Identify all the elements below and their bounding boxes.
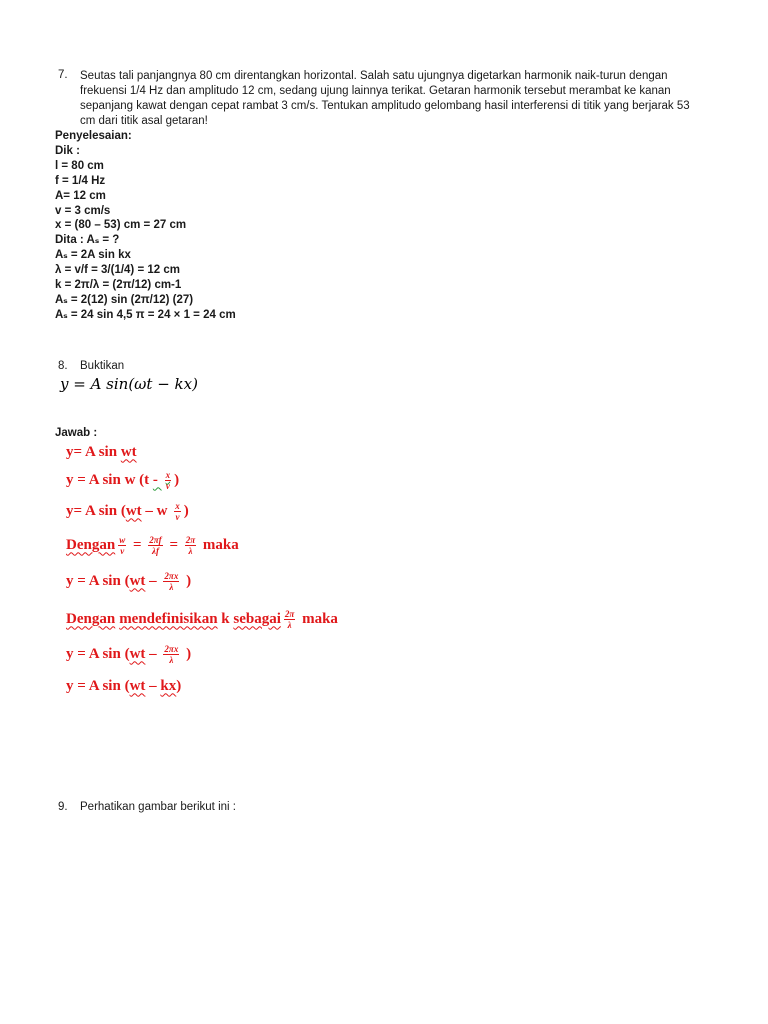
step-text: y = A sin w (t (66, 471, 153, 488)
step-text: maka (199, 536, 239, 553)
question-7-solution (55, 129, 236, 323)
question-8-formula: y = A sin(ωt − kx) (60, 375, 198, 393)
solution-line: Aₛ = 24 sin 4,5 π = 24 × 1 = 24 cm (55, 308, 236, 321)
question-9-text: Perhatikan gambar berikut ini : (80, 801, 236, 813)
proof-step-8 (66, 676, 181, 696)
step-text: k (217, 610, 234, 627)
fraction-denominator: λ (188, 545, 193, 556)
fraction (185, 535, 196, 556)
solution-line: Aₛ = 2A sin kx (55, 249, 131, 262)
step-text: Dengan (66, 536, 116, 553)
step-text: – w (141, 502, 172, 519)
question-9-number: 9. (58, 801, 68, 813)
question-7-line: cm dari titik asal getaran! (80, 115, 208, 127)
proof-step-6 (66, 606, 338, 632)
jawab-label: Jawab : (55, 427, 98, 439)
question-8-number: 8. (58, 360, 68, 372)
step-text: mendefinisikan (119, 610, 218, 627)
question-7-number: 7. (58, 69, 68, 81)
step-text: wt (120, 443, 137, 460)
step-text: wt (129, 645, 146, 662)
fraction (174, 501, 181, 522)
fraction-denominator: v (120, 545, 125, 556)
step-text: ) (183, 502, 189, 519)
fraction-numerator: 2π (185, 534, 196, 545)
step-text: – (145, 572, 161, 589)
proof-step-4 (66, 533, 239, 557)
step-text: ) (182, 645, 192, 662)
step-text: y= A sin ( (66, 502, 126, 519)
question-7-line: Seutas tali panjangnya 80 cm direntangkan horizontal. Salah satu ujungnya digetarkan harmonik naik-turun dengan (80, 70, 668, 82)
proof-step-1 (66, 442, 137, 462)
fraction-numerator: 2πf (149, 534, 162, 545)
step-text: Dengan (66, 610, 116, 627)
step-text: wt (129, 677, 146, 694)
step-text: y = A sin ( (66, 677, 130, 694)
proof-step-5 (66, 568, 191, 594)
proof-step-7 (66, 641, 191, 667)
fraction-denominator: λf (151, 545, 159, 556)
proof-step-2 (66, 468, 179, 492)
fraction-numerator: x (165, 469, 171, 480)
solution-line: k = 2π/λ = (2π/12) cm-1 (55, 279, 182, 292)
fraction (284, 609, 295, 630)
solution-line: f = 1/4 Hz (55, 174, 106, 187)
fraction (118, 535, 126, 556)
solution-heading: Penyelesaian: (55, 130, 132, 142)
step-text: ) (174, 471, 180, 488)
fraction-numerator: 2πx (164, 570, 179, 581)
fraction-numerator: 2π (284, 608, 295, 619)
step-text: ) (182, 572, 192, 589)
step-text: sebagai (233, 610, 281, 627)
solution-line: Aₛ = 2(12) sin (2π/12) (27) (55, 293, 194, 306)
proof-step-3 (66, 499, 189, 523)
fraction-denominator: λ (169, 581, 174, 592)
fraction-denominator: v (165, 480, 170, 491)
solution-line: A= 12 cm (55, 189, 106, 202)
step-text: = (129, 536, 146, 553)
solution-line: v = 3 cm/s (55, 204, 111, 217)
fraction-denominator: v (175, 511, 180, 522)
solution-line: l = 80 cm (55, 159, 104, 172)
step-text: wt (125, 502, 142, 519)
solution-line: Dita : Aₛ = ? (55, 234, 120, 247)
fraction-denominator: λ (169, 654, 174, 665)
question-7-text (80, 69, 730, 129)
question-8-text: Buktikan (80, 360, 125, 372)
fraction-numerator: x (175, 500, 180, 511)
step-text: – (145, 677, 161, 694)
question-7-line: frekuensi 1/4 Hz dan amplitudo 12 cm, sedang ujung lainnya terikat. Getaran harmonik tersebut merambat ke kanan (80, 85, 671, 97)
fraction (163, 571, 179, 592)
step-text: wt (129, 572, 146, 589)
question-7-line: sepanjang kawat dengan cepat rambat 3 cm/s. Tentukan amplitudo gelombang hasil interferensi di titik yang berjarak 53 (80, 100, 690, 112)
solution-line: x = (80 – 53) cm = 27 cm (55, 219, 187, 232)
step-text: kx (160, 677, 177, 694)
step-text: y= A sin (66, 443, 121, 460)
fraction-denominator: λ (287, 619, 292, 630)
step-text: y = A sin ( (66, 572, 130, 589)
solution-line: λ = v/f = 3/(1/4) = 12 cm (55, 264, 180, 277)
fraction (165, 470, 172, 491)
solution-line: Dik : (55, 144, 80, 157)
step-text: – (145, 645, 161, 662)
step-text: ) (176, 677, 182, 694)
step-text: maka (298, 610, 338, 627)
step-text: - (152, 471, 162, 488)
fraction-numerator: w (119, 534, 126, 545)
step-text: y = A sin ( (66, 645, 130, 662)
fraction-numerator: 2πx (164, 643, 179, 654)
fraction (163, 644, 179, 665)
fraction (148, 535, 162, 556)
step-text: = (165, 536, 182, 553)
